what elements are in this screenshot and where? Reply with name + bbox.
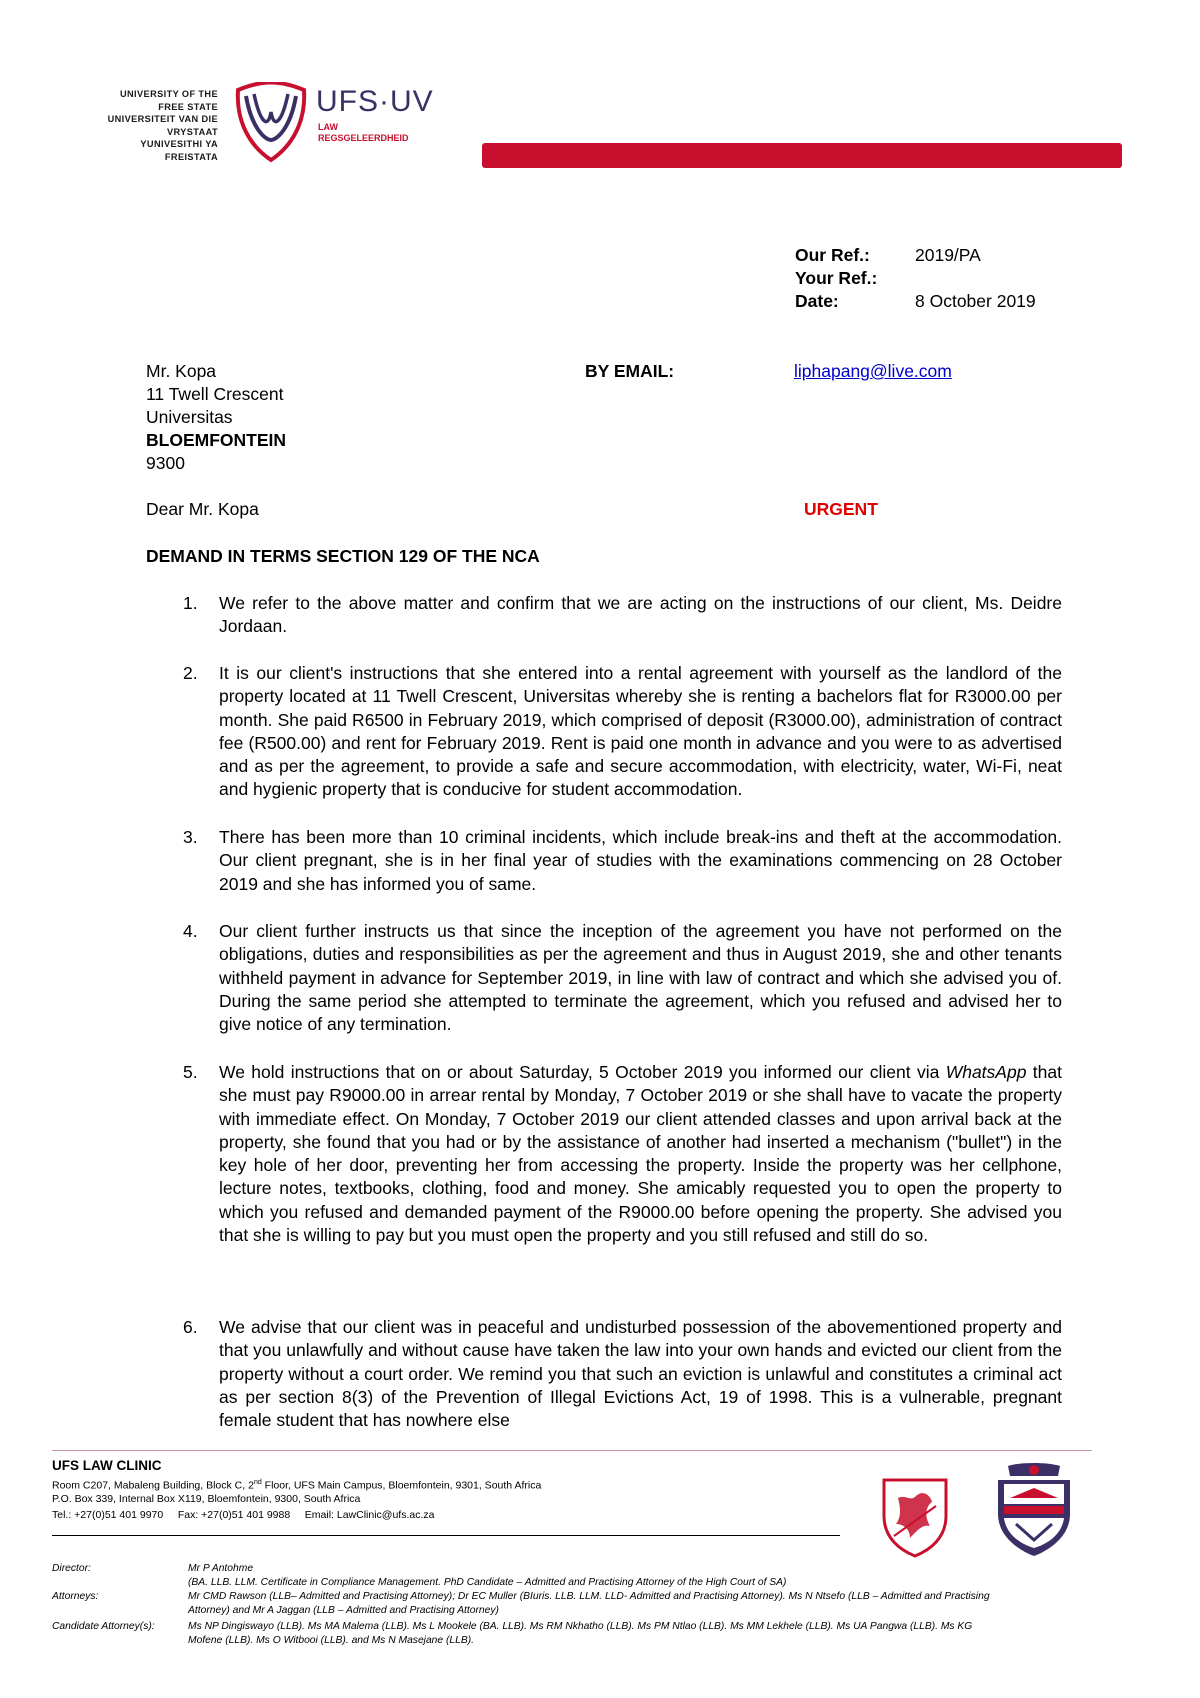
brand-faculty-afrikaans: REGSGELEERDHEID bbox=[318, 133, 409, 143]
paragraph-2 bbox=[146, 662, 1062, 802]
clinic-email[interactable]: Email: LawClinic@ufs.ac.za bbox=[304, 1509, 435, 1521]
clinic-fax: Fax: +27(0)51 401 9988 bbox=[177, 1509, 291, 1521]
recipient-street: 11 Twell Crescent bbox=[146, 384, 284, 404]
our-ref-value: 2019/PA bbox=[915, 245, 981, 265]
clinic-contact bbox=[52, 1508, 434, 1522]
university-line: VRYSTAAT bbox=[166, 126, 218, 137]
your-ref bbox=[795, 267, 915, 289]
recipient-suburb: Universitas bbox=[146, 407, 233, 427]
clinic-telephone: Tel.: +27(0)51 401 9970 bbox=[52, 1509, 164, 1521]
address-part: Room C207, Mabaleng Building, Block C, 2 bbox=[52, 1479, 254, 1492]
candidate-attorneys-line: Mofene (LLB). Ms O Witbooi (LLB). and Ms N Masejane (LLB). bbox=[188, 1635, 475, 1646]
attorneys-label: Attorneys: bbox=[52, 1591, 99, 1602]
our-ref bbox=[795, 244, 981, 266]
delivery-method: BY EMAIL: bbox=[585, 361, 675, 381]
paragraph-text: There has been more than 10 criminal incidents, which include break-ins and theft at the accommodation. Our client pregnant, she is in her final year of studies with the examinations commencing on 28 October 2019 and she has informed you of same. bbox=[219, 827, 1062, 894]
recipient-name: Mr. Kopa bbox=[146, 361, 217, 381]
header-accent-bar bbox=[482, 143, 1122, 168]
university-line: FREE STATE bbox=[158, 101, 218, 112]
paragraph-number: 4. bbox=[183, 921, 198, 941]
clinic-postal-address: P.O. Box 339, Internal Box X119, Bloemfontein, 9300, South Africa bbox=[52, 1493, 361, 1505]
paragraph-4 bbox=[146, 920, 1062, 1036]
whatsapp-emphasis: WhatsApp bbox=[945, 1062, 1027, 1082]
paragraph-6 bbox=[146, 1316, 1062, 1432]
paragraph-text: It is our client's instructions that she entered into a rental agreement with yourself as the landlord of the property located at 11 Twell Crescent, Universitas whereby she is renting a bachelors flat for R3000.00 per month. She paid R6500 in February 2019, which comprised of deposit (R3000.00), administration of contract fee (R500.00) and rent for February 2019. Rent is paid one month in advance and you were to as advertised and as per the agreement, to provide a safe and secure accommodation, with electricity, water, Wi-Fi, neat and hygienic property that is conducive for student accommodation. bbox=[219, 663, 1062, 800]
recipient-email-link[interactable]: liphapang@live.com bbox=[794, 361, 952, 381]
candidate-attorneys-line: Ms NP Dingiswayo (LLB). Ms MA Malema (LLB). Ms L Mookele (BA. LLB). Ms RM Nkhatho (LLB). Ms PM Ntlao (LLB). Ms MM Lekhele (LLB). Ms UA Pangwa (LLB). Ms KG bbox=[188, 1621, 973, 1632]
our-ref-label: Our Ref.: bbox=[795, 245, 870, 265]
law-faculty-crest-icon bbox=[880, 1476, 950, 1558]
date bbox=[795, 290, 1036, 312]
address-part: Floor, UFS Main Campus, Bloemfontein, 9301, South Africa bbox=[261, 1479, 542, 1492]
salutation: Dear Mr. Kopa bbox=[146, 499, 259, 519]
letter-subject: DEMAND IN TERMS SECTION 129 OF THE NCA bbox=[146, 546, 540, 566]
your-ref-label: Your Ref.: bbox=[795, 268, 878, 288]
date-label: Date: bbox=[795, 291, 839, 311]
ufs-coat-of-arms-icon bbox=[990, 1458, 1078, 1558]
attorneys-line: Attorney) and Mr A Jaggan (LLB – Admitted and Practising Attorney) bbox=[188, 1605, 499, 1616]
clinic-address bbox=[52, 1476, 541, 1493]
date-value: 8 October 2019 bbox=[915, 291, 1036, 311]
recipient-postal-code: 9300 bbox=[146, 453, 185, 473]
clinic-name: UFS LAW CLINIC bbox=[52, 1458, 162, 1473]
director-label: Director: bbox=[52, 1563, 91, 1574]
paragraph-text: Our client further instructs us that since the inception of the agreement you have not performed on the obligations, duties and responsibilities as per the agreement and thus in August 2019, she and other tenants withheld payment in advance for September 2019, in line with law of contract and which she advised you of. During the same period she attempted to terminate the agreement, which you refused and advised her to give notice of any termination. bbox=[219, 921, 1062, 1035]
paragraph-number: 6. bbox=[183, 1317, 198, 1337]
paragraph-1 bbox=[146, 592, 1062, 639]
paragraph-5 bbox=[146, 1061, 1062, 1247]
urgent-label: URGENT bbox=[804, 499, 878, 519]
paragraph-text-part: We hold instructions that on or about Saturday, 5 October 2019 you informed our client via bbox=[219, 1062, 946, 1082]
paragraph-text: We advise that our client was in peaceful and undisturbed possession of the abovementioned property and that you unlawfully and without cause have taken the law into your own hands and evicted our client from the property without a court order. We remind you that such an eviction is unlawful and constitutes a criminal act as per section 8(3) of the Prevention of Illegal Evictions Act, 19 of 1998. This is a vulnerable, pregnant female student that has nowhere else bbox=[219, 1317, 1062, 1431]
recipient-city: BLOEMFONTEIN bbox=[146, 430, 286, 450]
address-divider bbox=[52, 1535, 840, 1536]
address-ordinal: nd bbox=[253, 1479, 262, 1486]
attorneys-line: Mr CMD Rawson (LLB– Admitted and Practising Attorney); Dr EC Muller (BIuris. LLB. LLM. LLD- Admitted and Practising Attorney). Ms N Ntsefo (LLB – Admitted and Practising bbox=[188, 1591, 990, 1602]
university-line: UNIVERSITY OF THE bbox=[119, 89, 218, 99]
paragraph-number: 1. bbox=[183, 593, 198, 613]
university-line: YUNIVESITHI YA bbox=[140, 139, 218, 150]
paragraph-3 bbox=[146, 826, 1062, 896]
director-qualifications: (BA. LLB. LLM. Certificate in Compliance Management. PhD Candidate – Admitted and Practising Attorney of the High Court of SA) bbox=[188, 1577, 787, 1588]
university-name-block bbox=[60, 88, 218, 164]
paragraph-number: 3. bbox=[183, 827, 198, 847]
paragraph-text: We refer to the above matter and confirm that we are acting on the instructions of our client, Ms. Deidre Jordaan. bbox=[219, 593, 1062, 637]
candidate-attorneys-label: Candidate Attorney(s): bbox=[52, 1621, 155, 1632]
paragraph-number: 2. bbox=[183, 663, 198, 683]
paragraph-text-part: that she must pay R9000.00 in arrear rental by Monday, 7 October 2019 or she shall have to vacate the property with immediate effect. On Monday, 7 October 2019 our client attended classes and upon arrival back at the property, she found that you had or by the assistance of another had inserted a mechanism ("bullet") in the key hole of her door, preventing her from accessing the property. Inside the property was her cellphone, lecture notes, textbooks, clothing, food and money. She amicably requested you to open the property to which you refused and demanded payment of the R9000.00 before opening the property. She advised you that she is willing to pay but you must open the property and you still refused and still do so. bbox=[219, 1062, 1062, 1246]
university-line: FREISTATA bbox=[164, 151, 218, 162]
paragraph-number: 5. bbox=[183, 1062, 198, 1082]
university-line: UNIVERSITEIT VAN DIE bbox=[107, 114, 218, 125]
brand-name: UFS·UV bbox=[316, 85, 434, 118]
ufs-logo-icon bbox=[232, 82, 310, 164]
brand-faculty: LAW bbox=[318, 122, 338, 132]
footer-divider bbox=[52, 1450, 1092, 1451]
paragraph-text bbox=[219, 1061, 1062, 1247]
director-name: Mr P Antohme bbox=[188, 1563, 254, 1574]
